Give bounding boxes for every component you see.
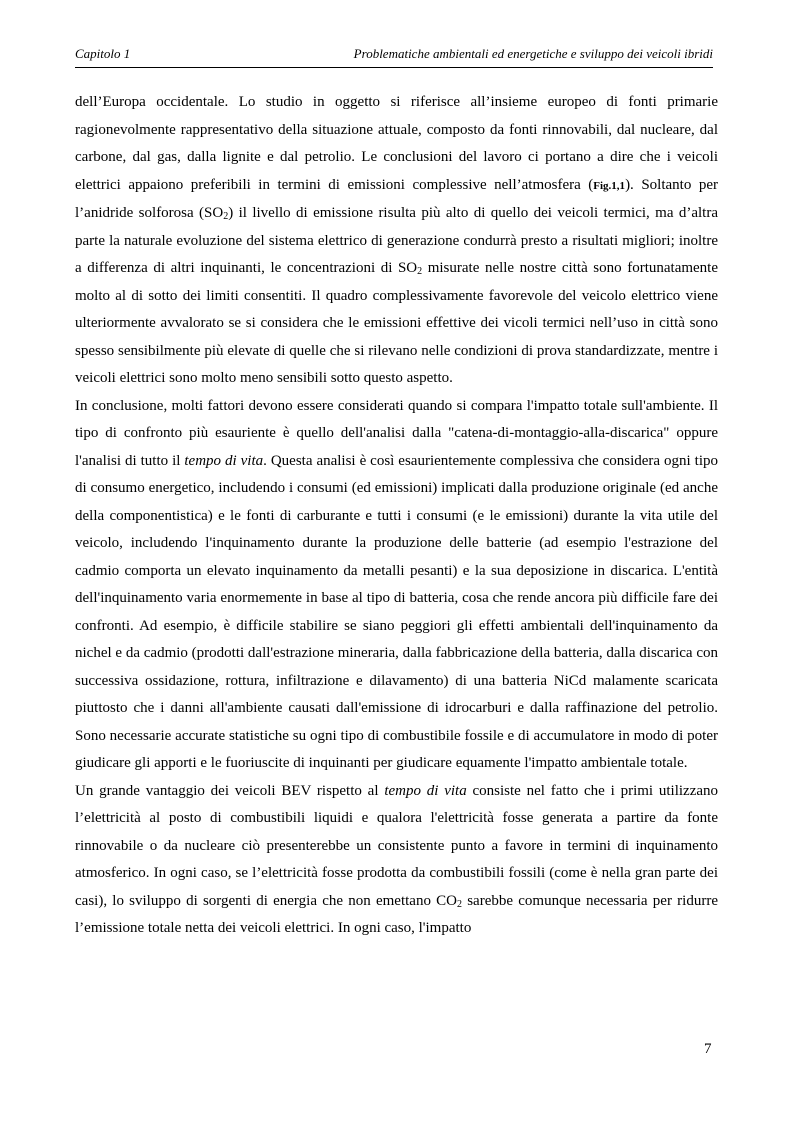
paragraph-2 <box>75 393 718 778</box>
body-text <box>75 89 718 943</box>
p3-text-1: Un grande vantaggio dei veicoli BEV rispetto al <box>75 782 385 799</box>
chapter-title: Problematiche ambientali ed energetiche e sviluppo dei veicoli ibridi <box>353 46 713 61</box>
p2-text-2: . Questa analisi è così esaurientemente complessiva che considera ogni tipo di consumo energetico, includendo i consumi (ed emissioni) implicati dalla produzione originale (ed anche della componentistica) e le fonti di carburante e tutti i consumi (e le emissioni) durante la vita utile del veicolo, includendo l'inquinamento durante la produzione delle batterie (ad esempio l'estrazione del cadmio comporta un elevato inquinamento da metalli pesanti) e la sua deposizione in discarica. L'entità dell'inquinamento varia enormemente in base al tipo di batteria, cosa che rende ancora più difficile fare dei confronti. Ad esempio, è difficile stabilire se siano peggiori gli effetti ambientali dell'inquinamento da nichel e da cadmio (prodotti dall'estrazione mineraria, dalla fabbricazione della batteria, dalla discarica con successiva ossidazione, rottura, infiltrazione e dilavamento) di una batteria NiCd malamente scaricata piuttosto che i danni all'ambiente causati dall'emissione di idrocarburi e dalla raffinazione del petrolio. Sono necessarie accurate statistiche su ogni tipo di combustibile fossile e di accumulatore in modo di poter giudicare gli apporti e le fuoriuscite di inquinanti per giudicare equamente l'impatto ambientale totale. <box>75 452 718 771</box>
subscript: 2 <box>417 266 423 277</box>
p3-text-2: consiste nel fatto che i primi utilizzano l’elettricità al posto di combustibili liquidi e qualora l'elettricità fosse generata a partire da fonte rinnovabile o da nucleare ciò presenterebbe un consistente punto a favore in termini di inquinamento atmosferico. In ogni caso, se l’elettricità fosse prodotta da combustibili fossili (come è nella gran parte dei casi), lo sviluppo di sorgenti di energia che non emettano CO <box>75 782 719 909</box>
paragraph-1 <box>75 89 718 393</box>
p1-text-3: ) il livello di emissione risulta più alto di quello dei veicoli termici, ma d’altra parte la naturale evoluzione del sistema elettrico di generazione condurrà presto a risultati migliori; inoltre a differenza di altri inquinanti, le concentrazioni di SO <box>75 205 718 276</box>
italic-term: tempo di vita <box>184 452 264 469</box>
p3-text-3: sarebbe comunque necessaria per ridurre l’emissione totale netta dei veicoli elettrici. In ogni caso, l'impatto <box>75 892 718 936</box>
chapter-label: Capitolo 1 <box>75 46 131 61</box>
subscript: 2 <box>223 211 229 222</box>
running-header <box>75 46 713 66</box>
p1-text-1: dell’Europa occidentale. Lo studio in oggetto si riferisce all’insieme europeo di fonti primarie ragionevolmente rappresentativo della situazione attuale, composto da fonti rinnovabili, dal nucleare, dal carbone, dal gas, dalla lignite e dal petrolio. Le conclusioni del lavoro ci portano a dire che i veicoli elettrici appaiono preferibili in termini di emissioni complessive nell’atmosfera ( <box>75 94 718 193</box>
subscript: 2 <box>457 898 462 910</box>
p2-text-1: In conclusione, molti fattori devono essere considerati quando si compara l'impatto totale sull'ambiente. Il tipo di confronto più esauriente è quello dell'analisi dalla "catena-di-montaggio-alla-discarica" oppure l'analisi di tutto il <box>75 397 718 469</box>
italic-term: tempo di vita <box>384 782 467 799</box>
paragraph-3 <box>75 778 718 943</box>
figure-reference: Fig.1,1 <box>593 179 626 192</box>
header-rule <box>75 67 713 68</box>
p1-text-2: ). Soltanto per l’anidride solforosa (SO <box>75 176 718 221</box>
page-number: 7 <box>704 1041 712 1057</box>
p1-text-4: misurate nelle nostre città sono fortunatamente molto al di sotto dei limiti consentiti. Il quadro complessivamente favorevole del veicolo elettrico viene ulteriormente avvalorato se si considera che le emissioni effettive dei vicoli termici nell’uso in città sono spesso sensibilmente più elevate di quelle che si rilevano nelle condizioni di prova standardizzate, mentre i veicoli elettrici sono molto meno sensibili sotto questo aspetto. <box>75 260 719 386</box>
